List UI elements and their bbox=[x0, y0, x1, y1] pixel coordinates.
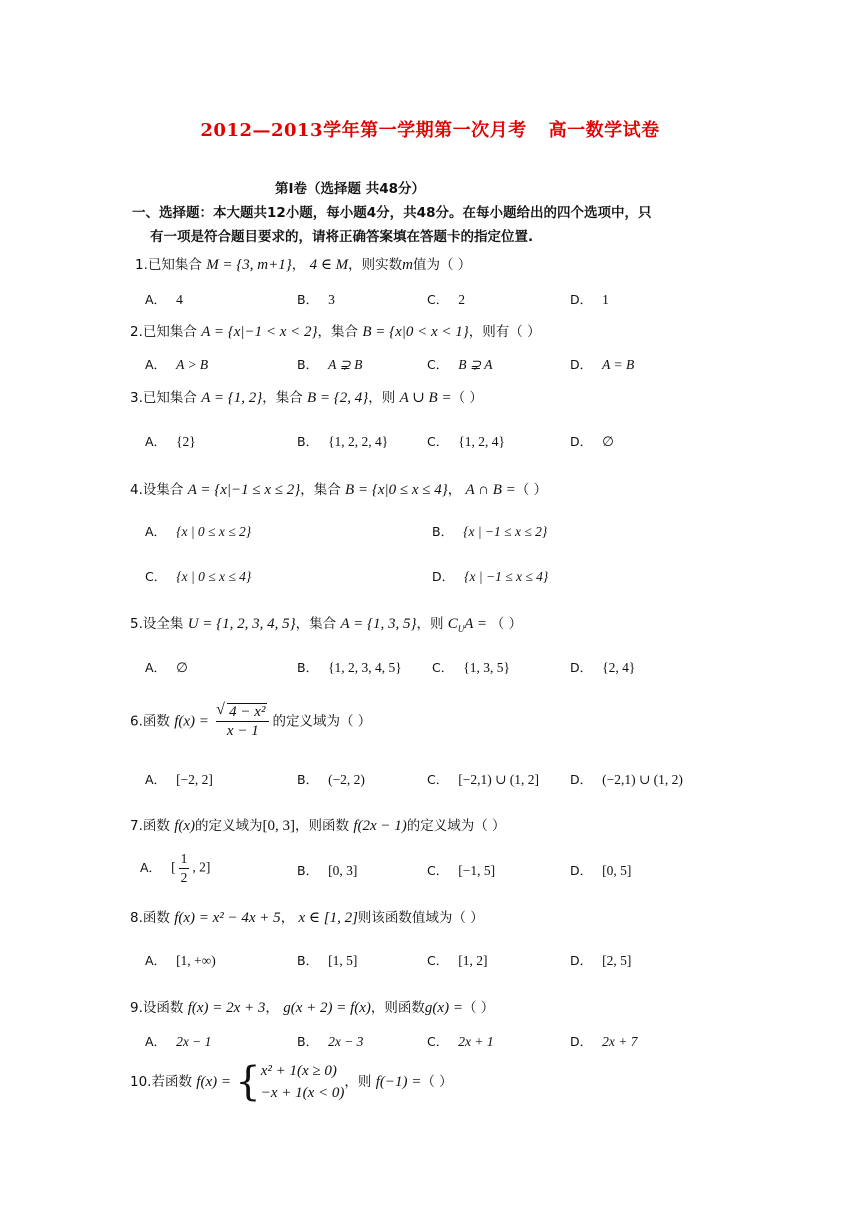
question-text: ，集合 bbox=[262, 390, 303, 406]
option-text: (−2,1) ∪ (1, 2) bbox=[602, 772, 683, 787]
option-text: {x | −1 ≤ x ≤ 4} bbox=[464, 569, 549, 584]
question-number: 7. bbox=[130, 818, 143, 834]
option-label: A． bbox=[145, 357, 167, 372]
math-expression: U = {1, 2, 3, 4, 5} bbox=[187, 616, 296, 632]
option-text: [0, 3] bbox=[328, 863, 358, 878]
instruction-line-2: 有一项是符合题目要求的，请将正确答案填在答题卡的指定位置. bbox=[150, 229, 534, 245]
option-label: C． bbox=[145, 569, 167, 584]
option-d[interactable] bbox=[570, 770, 683, 788]
math-expression: M = {3, m+1} bbox=[206, 257, 292, 273]
option-b[interactable] bbox=[297, 770, 365, 788]
question-number: 3. bbox=[130, 390, 143, 406]
option-text: 1 bbox=[602, 292, 609, 307]
math-expression: f(x) = bbox=[174, 713, 209, 730]
question-number: 6. bbox=[130, 713, 143, 730]
option-c[interactable] bbox=[427, 951, 487, 969]
question-text: （ ） bbox=[462, 1000, 495, 1016]
math-expression: A ∩ B = bbox=[465, 482, 516, 498]
option-label: C． bbox=[427, 863, 449, 878]
question-1 bbox=[135, 253, 471, 274]
option-label: D． bbox=[570, 863, 593, 878]
option-d[interactable] bbox=[570, 290, 609, 308]
question-text: （ ） bbox=[515, 482, 548, 498]
option-text: A > B bbox=[176, 357, 209, 372]
option-label: D． bbox=[570, 434, 593, 449]
option-label: D． bbox=[570, 660, 593, 675]
option-label: D． bbox=[570, 1034, 593, 1049]
math-expression: [0, 3] bbox=[262, 818, 296, 834]
option-d[interactable] bbox=[570, 432, 614, 450]
option-text: [−2, 2] bbox=[176, 772, 213, 787]
math-expression: f(x) bbox=[174, 818, 196, 834]
option-text: B ⊋ A bbox=[458, 357, 493, 372]
instruction-line-1: 一、选择题：本大题共12小题，每小题4分，共48分。在每小题给出的四个选项中，只 bbox=[132, 205, 652, 221]
option-text: {2, 4} bbox=[602, 660, 636, 675]
math-expression: m bbox=[402, 257, 414, 273]
piecewise-brace: { bbox=[235, 1059, 261, 1105]
option-text: [1, 5] bbox=[328, 953, 358, 968]
complement-symbol: C bbox=[447, 616, 458, 632]
section-instructions bbox=[132, 201, 732, 249]
math-expression: A ∪ B = bbox=[399, 390, 452, 406]
option-b[interactable] bbox=[297, 432, 388, 450]
option-c[interactable] bbox=[427, 355, 493, 373]
option-text: 2x + 7 bbox=[602, 1034, 638, 1049]
math-expression bbox=[448, 616, 491, 632]
option-a[interactable] bbox=[145, 290, 183, 308]
option-b[interactable] bbox=[297, 951, 357, 969]
option-label: A． bbox=[145, 953, 167, 968]
question-text: ， bbox=[265, 1000, 279, 1016]
option-b[interactable] bbox=[432, 522, 547, 540]
question-8 bbox=[130, 906, 484, 927]
option-text: [1, 2] bbox=[458, 953, 488, 968]
option-b[interactable] bbox=[297, 861, 357, 879]
option-text: [2, 5] bbox=[602, 953, 632, 968]
option-label: B． bbox=[297, 357, 319, 372]
option-label: C． bbox=[427, 434, 449, 449]
math-expression: f(2x − 1) bbox=[353, 818, 407, 834]
exam-title bbox=[0, 116, 860, 142]
fraction bbox=[216, 703, 269, 740]
option-c[interactable] bbox=[432, 658, 510, 676]
question-number: 1. bbox=[135, 257, 148, 273]
question-number: 4. bbox=[130, 482, 143, 498]
question-9 bbox=[130, 996, 494, 1017]
option-text: 2 bbox=[458, 292, 465, 307]
question-5 bbox=[130, 612, 522, 634]
option-text: , 2] bbox=[192, 859, 211, 875]
question-text: ， bbox=[280, 910, 295, 926]
option-label: A． bbox=[145, 772, 167, 787]
question-4 bbox=[130, 478, 547, 499]
math-expression: g(x) = bbox=[424, 1000, 463, 1016]
question-text: 函数 bbox=[142, 818, 170, 834]
question-number: 10. bbox=[130, 1074, 152, 1090]
option-text: A = B bbox=[602, 357, 635, 372]
option-d[interactable] bbox=[570, 658, 635, 676]
question-text: （ ） bbox=[451, 390, 483, 406]
math-expression: A = {x|−1 ≤ x ≤ 2} bbox=[187, 482, 301, 498]
option-label: A． bbox=[145, 524, 167, 539]
math-expression: 4 ∈ M bbox=[309, 257, 349, 273]
option-label: C． bbox=[427, 1034, 449, 1049]
option-text: {1, 2, 4} bbox=[458, 434, 505, 449]
question-text: 值为（ ） bbox=[413, 257, 472, 273]
math-expression: B = {x|0 ≤ x ≤ 4} bbox=[345, 482, 448, 498]
fraction-denominator: x − 1 bbox=[226, 723, 259, 739]
exam-title-subject: 高一数学试卷 bbox=[548, 120, 660, 141]
math-expression: A = {x|−1 < x < 2} bbox=[201, 324, 318, 340]
math-expression: x ∈ [1, 2] bbox=[298, 910, 358, 926]
math-expression: f(−1) = bbox=[375, 1074, 422, 1090]
option-c[interactable] bbox=[427, 1032, 494, 1050]
math-expression: f(x) = bbox=[196, 1074, 231, 1090]
option-text: 3 bbox=[328, 292, 335, 307]
option-a[interactable] bbox=[145, 522, 251, 540]
option-label: B． bbox=[297, 292, 319, 307]
piecewise-case-1: x² + 1(x ≥ 0) bbox=[260, 1063, 337, 1079]
option-text: {1, 2, 3, 4, 5} bbox=[328, 660, 402, 675]
option-text: 2x − 1 bbox=[176, 1034, 212, 1049]
option-text: {x | −1 ≤ x ≤ 2} bbox=[463, 524, 548, 539]
option-c[interactable] bbox=[427, 432, 505, 450]
option-b[interactable] bbox=[297, 1032, 363, 1050]
option-label: D． bbox=[432, 569, 455, 584]
fraction-numerator bbox=[216, 703, 269, 722]
option-text: {x | 0 ≤ x ≤ 4} bbox=[176, 569, 252, 584]
option-a[interactable] bbox=[145, 951, 216, 969]
option-label: C． bbox=[427, 953, 449, 968]
option-label: A． bbox=[140, 859, 162, 875]
option-text: {x | 0 ≤ x ≤ 2} bbox=[176, 524, 252, 539]
option-b[interactable] bbox=[297, 658, 402, 676]
option-text: {2} bbox=[176, 434, 196, 449]
question-text: 已知集合 bbox=[147, 257, 202, 273]
option-c[interactable] bbox=[145, 567, 251, 585]
question-3 bbox=[130, 386, 483, 407]
option-text: 2x + 1 bbox=[458, 1034, 494, 1049]
math-expression: g(x + 2) = f(x) bbox=[283, 1000, 371, 1016]
question-text: 的定义域为（ ） bbox=[272, 713, 372, 730]
option-text: A ⊋ B bbox=[328, 357, 363, 372]
question-text: ，则 bbox=[344, 1074, 372, 1090]
part-title: 第Ⅰ卷（选择题 共48分） bbox=[275, 181, 426, 197]
question-text: ，则 bbox=[368, 390, 396, 406]
option-text: [−1, 5] bbox=[458, 863, 496, 878]
question-number: 5. bbox=[130, 616, 143, 632]
option-label: B． bbox=[297, 1034, 319, 1049]
question-10 bbox=[130, 1060, 453, 1104]
option-label: D． bbox=[570, 357, 593, 372]
question-2 bbox=[130, 320, 541, 341]
sqrt-expression: √ 4 − x² bbox=[227, 703, 267, 721]
option-label: A． bbox=[145, 434, 167, 449]
option-label: D． bbox=[570, 772, 593, 787]
option-text: [−2,1) ∪ (1, 2] bbox=[458, 772, 540, 787]
option-text: (−2, 2) bbox=[328, 772, 365, 787]
option-d[interactable] bbox=[570, 1032, 638, 1050]
option-label: A． bbox=[145, 292, 167, 307]
option-a[interactable] bbox=[145, 432, 196, 450]
question-text: ，则有（ ） bbox=[468, 324, 541, 340]
option-a[interactable] bbox=[145, 1032, 211, 1050]
question-text: 则该函数值域为（ ） bbox=[357, 910, 484, 926]
option-text: {1, 3, 5} bbox=[463, 660, 510, 675]
option-text: ∅ bbox=[602, 434, 614, 449]
question-text: ，则函数 bbox=[370, 1000, 425, 1016]
math-expression: B = {2, 4} bbox=[307, 390, 369, 406]
math-expression: A = {1, 3, 5} bbox=[340, 616, 417, 632]
question-number: 9. bbox=[130, 1000, 143, 1016]
fraction-numerator: 1 bbox=[179, 850, 190, 869]
question-text: 设集合 bbox=[142, 482, 184, 498]
piecewise-cases bbox=[261, 1060, 345, 1104]
option-a[interactable] bbox=[145, 770, 213, 788]
option-label: A． bbox=[145, 1034, 167, 1049]
option-label: C． bbox=[427, 357, 449, 372]
question-text: ，则函数 bbox=[295, 818, 350, 834]
question-text: （ ） bbox=[490, 616, 523, 632]
math-expression: A = {1, 2} bbox=[201, 390, 263, 406]
option-label: B． bbox=[432, 524, 454, 539]
option-text: ∅ bbox=[176, 660, 188, 675]
question-text: 的定义域为（ ） bbox=[406, 818, 506, 834]
question-text: ， bbox=[447, 482, 462, 498]
option-text: 4 bbox=[176, 292, 183, 307]
option-d[interactable] bbox=[432, 567, 548, 585]
math-expression: B = {x|0 < x < 1} bbox=[362, 324, 469, 340]
piecewise-case-2: −x + 1(x < 0) bbox=[260, 1085, 345, 1101]
option-label: A． bbox=[145, 660, 167, 675]
fraction-denominator: 2 bbox=[180, 870, 188, 885]
option-d[interactable] bbox=[570, 355, 634, 373]
question-text: 已知集合 bbox=[142, 324, 197, 340]
question-text: ，则实数 bbox=[348, 257, 403, 273]
question-text: ，则 bbox=[416, 616, 444, 632]
exam-title-term: 2012—2013学年第一学期第一次月考 bbox=[200, 120, 527, 141]
question-text: ，集合 bbox=[300, 482, 341, 498]
option-a[interactable] bbox=[145, 658, 188, 676]
option-text: {1, 2, 2, 4} bbox=[328, 434, 389, 449]
question-7 bbox=[130, 814, 506, 835]
complement-subscript: U bbox=[457, 624, 465, 634]
option-text: [ bbox=[171, 859, 176, 875]
question-text: 的定义域为 bbox=[195, 818, 263, 834]
question-text: 设函数 bbox=[142, 1000, 184, 1016]
fraction bbox=[179, 850, 190, 887]
math-expression: A = bbox=[464, 616, 491, 632]
option-b[interactable] bbox=[297, 290, 335, 308]
option-a[interactable] bbox=[145, 355, 208, 373]
option-label: D． bbox=[570, 292, 593, 307]
question-number: 8. bbox=[130, 910, 143, 926]
math-expression: f(x) = 2x + 3 bbox=[187, 1000, 266, 1016]
question-text: 若函数 bbox=[151, 1074, 192, 1090]
question-text: （ ） bbox=[421, 1074, 453, 1090]
question-6 bbox=[130, 703, 371, 740]
option-c[interactable] bbox=[427, 290, 465, 308]
question-text: 设全集 bbox=[142, 616, 184, 632]
option-label: D． bbox=[570, 953, 593, 968]
question-text: ，集合 bbox=[317, 324, 359, 340]
option-text: 2x − 3 bbox=[328, 1034, 364, 1049]
option-c[interactable] bbox=[427, 770, 539, 788]
option-label: C． bbox=[427, 292, 449, 307]
question-text: ，集合 bbox=[295, 616, 337, 632]
option-a[interactable] bbox=[140, 850, 210, 887]
option-text: [1, +∞) bbox=[176, 953, 216, 968]
option-c[interactable] bbox=[427, 861, 495, 879]
question-text: ， bbox=[291, 257, 306, 273]
option-label: B． bbox=[297, 772, 319, 787]
option-label: B． bbox=[297, 660, 319, 675]
option-d[interactable] bbox=[570, 951, 631, 969]
question-text: 已知集合 bbox=[142, 390, 197, 406]
option-label: B． bbox=[297, 434, 319, 449]
option-b[interactable] bbox=[297, 355, 362, 373]
option-label: B． bbox=[297, 953, 319, 968]
option-d[interactable] bbox=[570, 861, 631, 879]
math-expression: f(x) = x² − 4x + 5 bbox=[174, 910, 281, 926]
option-label: C． bbox=[432, 660, 454, 675]
question-text: 函数 bbox=[142, 713, 170, 730]
question-number: 2. bbox=[130, 324, 143, 340]
option-label: B． bbox=[297, 863, 319, 878]
question-text: 函数 bbox=[142, 910, 170, 926]
option-text: [0, 5] bbox=[602, 863, 632, 878]
option-label: C． bbox=[427, 772, 449, 787]
